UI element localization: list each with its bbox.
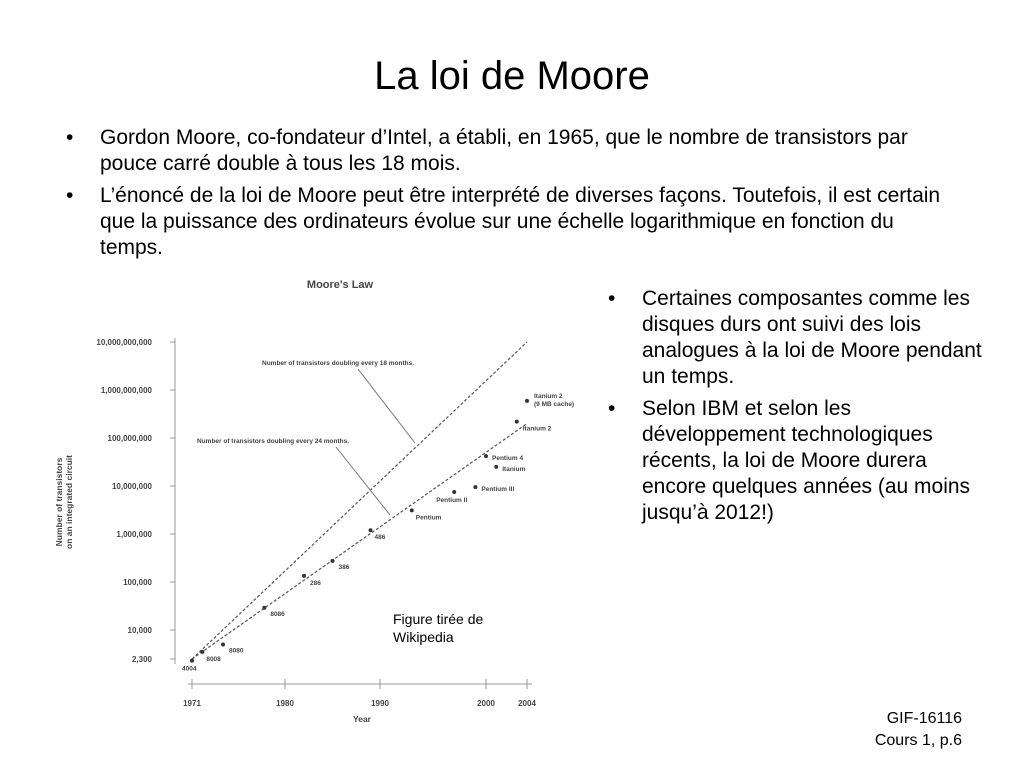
- data-point: [525, 399, 529, 403]
- x-tick-label: 2004: [518, 699, 536, 708]
- point-label: Itanium 2: [522, 425, 552, 433]
- bullet-item: • Selon IBM et selon les développement technologiques récents, la loi de Moore durera encore quelques années (au moins jusqu’à 2012!): [604, 396, 984, 526]
- point-label: 8080: [229, 647, 244, 655]
- data-point: [221, 642, 225, 646]
- point-label: Pentium 4: [492, 455, 524, 463]
- figure-caption: Figure tirée de Wikipedia: [393, 611, 484, 645]
- y-tick-label: 1,000,000: [116, 530, 152, 539]
- bullet-item: • Certaines composantes comme les disques durs ont suivi des lois analogues à la loi de Moore pendant un temps.: [604, 286, 984, 390]
- point-label: 286: [310, 579, 321, 587]
- main-bullet-list: [62, 125, 942, 267]
- data-point: [369, 528, 373, 532]
- point-label: Pentium: [415, 514, 442, 522]
- data-point: [262, 606, 266, 610]
- page-reference: Cours 1, p.6: [874, 732, 962, 749]
- y-axis-label: Number of transistors: [54, 457, 64, 547]
- point-label: Itanium: [502, 465, 526, 473]
- chart-title: Moore's Law: [306, 279, 374, 291]
- trend-annotation: Number of transistors doubling every 18 months.: [262, 360, 415, 367]
- data-point: [473, 485, 477, 489]
- point-label: 8086: [270, 610, 285, 618]
- data-point: [190, 659, 194, 663]
- point-label: 386: [338, 563, 350, 571]
- x-tick-label: 1990: [371, 699, 389, 708]
- x-tick-label: 1980: [276, 699, 294, 708]
- point-label: Itanium 2: [534, 392, 563, 400]
- annotation-pointer: [336, 447, 390, 515]
- x-axis-label: Year: [353, 714, 371, 724]
- side-bullet-list: [604, 286, 984, 532]
- point-label: 4004: [182, 665, 197, 673]
- data-point: [515, 420, 519, 424]
- data-point: [494, 465, 498, 469]
- moores-law-chart: [40, 272, 590, 732]
- bullet-item: • Gordon Moore, co-fondateur d’Intel, a établi, en 1965, que le nombre de transistors par pouce carré double à tous les 18 mois.: [62, 125, 942, 177]
- data-point: [484, 454, 488, 458]
- y-tick-label: 10,000: [127, 626, 152, 635]
- data-point: [452, 490, 456, 494]
- slide-footer: [875, 708, 962, 752]
- slide-title: La loi de Moore: [374, 54, 650, 98]
- y-axis-label-line2: on an integrated circuit: [64, 455, 74, 549]
- course-code: GIF-16116: [886, 710, 962, 727]
- point-label: Pentium II: [436, 496, 468, 504]
- y-tick-label: 1,000,000,000: [100, 386, 152, 395]
- x-tick-label: 2000: [477, 699, 495, 708]
- y-tick-label: 100,000,000: [107, 434, 152, 443]
- y-tick-label: 2,300: [131, 655, 152, 664]
- y-tick-label: 10,000,000: [111, 482, 152, 491]
- x-tick-label: 1971: [183, 699, 201, 708]
- data-point: [200, 650, 204, 654]
- point-label: Pentium III: [481, 486, 515, 494]
- point-label: 486: [374, 534, 386, 542]
- annotation-pointer: [358, 369, 415, 443]
- bullet-item: • L’énoncé de la loi de Moore peut être interprété de diverses façons. Toutefois, il est certain que la puissance des ordinateurs évolue sur une échelle logarithmique en fonction du temps.: [62, 183, 942, 261]
- data-point: [331, 559, 335, 563]
- data-point: [410, 508, 414, 512]
- point-label: 8008: [206, 655, 221, 663]
- trend-annotation: Number of transistors doubling every 24 months.: [197, 438, 350, 445]
- point-label-line2: (9 MB cache): [534, 400, 575, 408]
- y-tick-label: 10,000,000,000: [96, 338, 152, 347]
- data-point: [302, 574, 306, 578]
- y-tick-label: 100,000: [123, 578, 152, 587]
